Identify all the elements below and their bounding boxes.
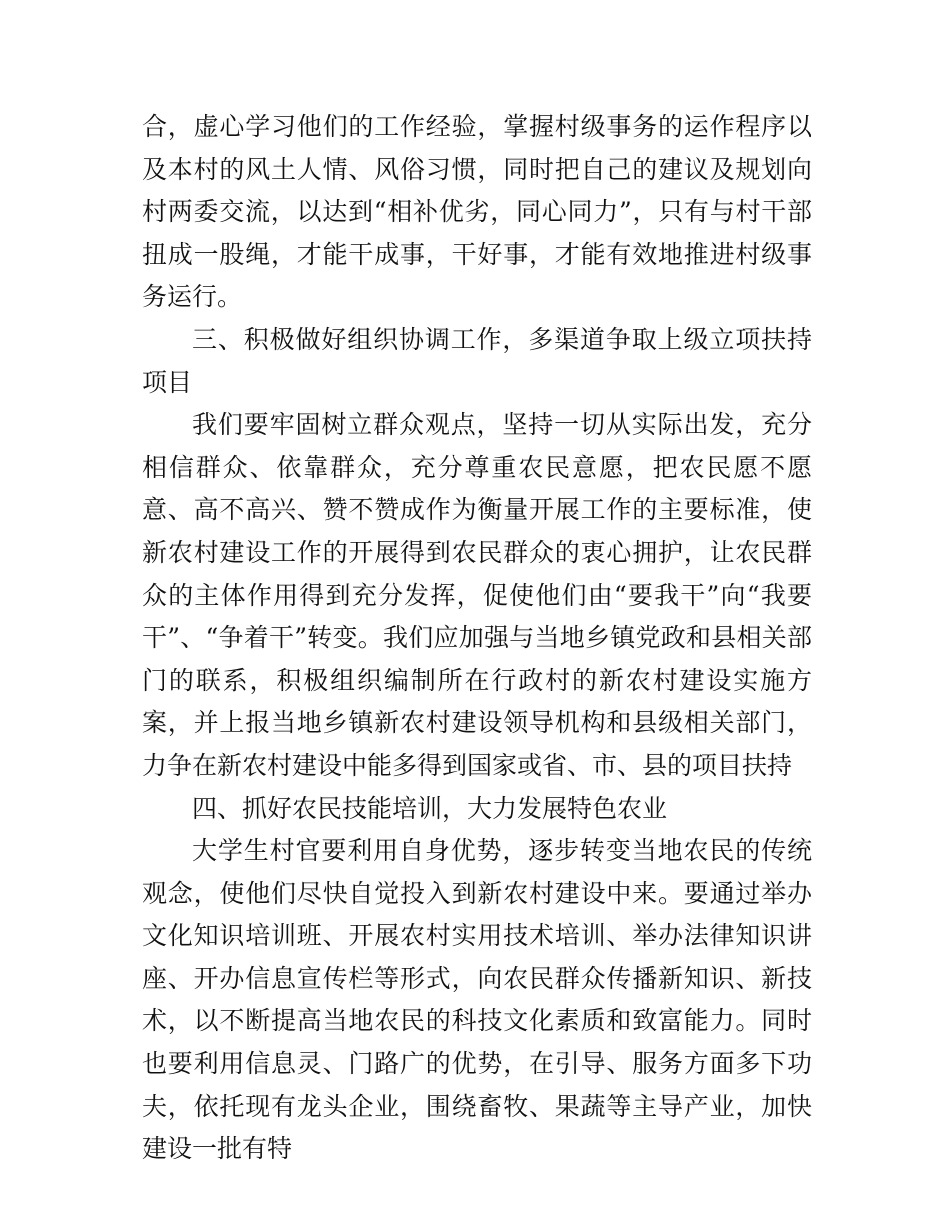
section-heading-three: 三、积极做好组织协调工作，多渠道争取上级立项扶持项目 <box>142 324 812 397</box>
paragraph-body: 大学生村官要利用自身优势，逐步转变当地农民的传统观念，使他们尽快自觉投入到新农村建设中来。要通过举办文化知识培训班、开展农村实用技术培训、举办法律知识讲座、开办信息宣传栏等形式，向农民群众传播新知识、新技术，以不断提高当地农民的科技文化素质和致富能力。同时也要利用信息灵、门路广的优势，在引导、服务方面多下功夫，依托现有龙头企业，围绕畜牧、果蔬等主导产业，加快建设一批有特 <box>142 836 812 1164</box>
paragraph-continuation: 合，虚心学习他们的工作经验，掌握村级事务的运作程序以及本村的风土人情、风俗习惯，同时把自己的建议及规划向村两委交流，以达到“相补优劣，同心同力”，只有与村干部扭成一股绳，才能干成事，干好事，才能有效地推进村级事务运行。 <box>142 112 812 312</box>
section-heading-four: 四、抓好农民技能培训，大力发展特色农业 <box>192 793 668 823</box>
document-page <box>142 106 812 1171</box>
paragraph-body: 我们要牢固树立群众观点，坚持一切从实际出发，充分相信群众、依靠群众，充分尊重农民意愿，把农民愿不愿意、高不高兴、赞不赞成作为衡量开展工作的主要标准，使新农村建设工作的开展得到农民群众的衷心拥护，让农民群众的主体作用得到充分发挥，促使他们由“要我干”向“我要干”、“争着干”转变。我们应加强与当地乡镇党政和县相关部门的联系，积极组织编制所在行政村的新农村建设实施方案，并上报当地乡镇新农村建设领导机构和县级相关部门，力争在新农村建设中能多得到国家或省、市、县的项目扶持 <box>142 410 812 780</box>
